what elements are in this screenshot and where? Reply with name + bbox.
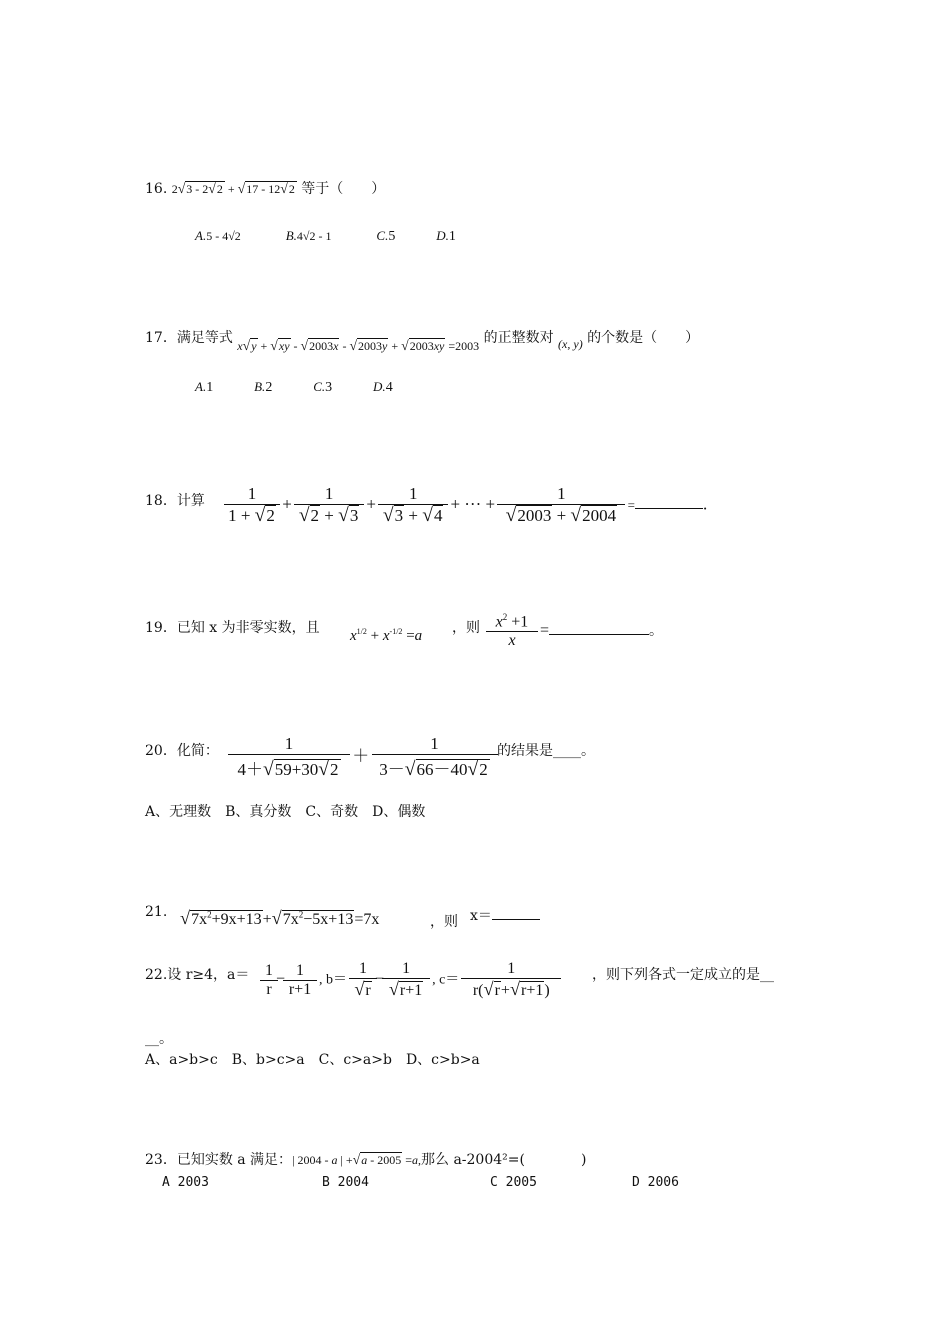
q17-option-d: 4: [385, 380, 393, 395]
q19-expression: $\frac{x^2 +1}{x}$ = 。: [488, 612, 663, 650]
q22-suffix: ，则下列各式一定成立的是__: [592, 967, 774, 983]
q16-expression: 2√3 - 2√2 + √17 - 12√2: [171, 181, 295, 196]
q23-equation: | 2004 - a | +√a - 2005 =a,: [292, 1152, 421, 1167]
q18-expression: $\frac{1}{1 + √2}$ + $\frac{1}{√2 + √3}$ + $\frac{1}{√3 + √4}$ + ··· + $\frac{1}{√2003 + √2004}$ = .: [226, 484, 707, 527]
q23-option-c: C 2005: [490, 1175, 537, 1190]
q17-option-a: 1: [206, 380, 214, 395]
q21-label: 21.: [145, 904, 168, 920]
q17-suffix: 的个数是（ ）: [587, 330, 700, 346]
q17-pair: (x, y): [558, 337, 583, 351]
q16-option-a: 5 - 4√2: [206, 229, 241, 243]
q17-option-c: 3: [325, 380, 333, 395]
q16-options: A.5 - 4√2 B.4√2 - 1 C.5 D.1: [195, 228, 456, 244]
q20-label: 20．化简：: [145, 743, 219, 759]
q20-choices: A、无理数 B、真分数 C、奇数 D、偶数: [145, 804, 426, 820]
q19-label: 19．已知 x 为非零实数，且: [145, 620, 320, 636]
q17-mid: 的正整数对: [483, 330, 554, 346]
q23-option-a: A 2003: [162, 1175, 209, 1190]
q17-equation: x√y + √xy - √2003x - √2003y + √2003xy =2003: [237, 338, 480, 353]
q22-label: 22.设 r≥4，a＝: [145, 967, 250, 983]
q19-then: ，则: [452, 620, 480, 636]
q17-option-b: 2: [265, 380, 273, 395]
q16-option-c: 5: [388, 229, 396, 244]
q22-choices: A、a>b>c B、b>c>a C、c>a>b D、c>b>a: [145, 1052, 480, 1068]
q23-rest: 那么 a-2004²=( ): [421, 1152, 587, 1168]
q21-answer: [470, 905, 540, 925]
q17-label: 17．满足等式: [145, 330, 233, 346]
q21-equation: $√7x^2+9x+13+√7x^2-5x+13=7x$: [180, 908, 380, 928]
question-17: [145, 327, 700, 353]
question-23: [145, 1149, 586, 1169]
q21-var: x＝: [470, 908, 492, 924]
q18-label: 18．计算: [145, 493, 205, 509]
q16-option-b: 4√2 - 1: [296, 229, 332, 243]
q19-condition: $x^{1/2} + x^{-1/2} =a$: [350, 627, 423, 644]
q23-option-d: D 2006: [632, 1175, 679, 1190]
q23-label: 23．已知实数 a 满足：: [145, 1152, 293, 1168]
q16-option-d: 1: [448, 229, 456, 244]
q16-label: 16.: [145, 181, 168, 197]
q18-tail: .: [702, 494, 708, 514]
q19-tail: 。: [649, 623, 664, 639]
q21-then: ，则: [430, 914, 458, 930]
q22-continuation: __。: [145, 1031, 173, 1047]
q17-options: A.1 B.2 C.3 D.4: [195, 379, 393, 395]
q23-option-b: B 2004: [322, 1175, 369, 1190]
q20-expression: $\frac{1}{4+√59+30√2}$ ＋ $\frac{1}{3-√66-40√2}$: [230, 734, 496, 781]
question-16: [145, 178, 385, 198]
q16-suffix: 等于（ ）: [301, 181, 386, 197]
q20-suffix: 的结果是____。: [497, 743, 595, 759]
q22-expressions: $\frac{1}{r}$ − $\frac{1}{r+1}$ , b＝ $\frac{1}{√r}$ − $\frac{1}{√r+1}$ , c＝ $\frac{1}{r(√r+√r+1)}$: [262, 960, 559, 1000]
